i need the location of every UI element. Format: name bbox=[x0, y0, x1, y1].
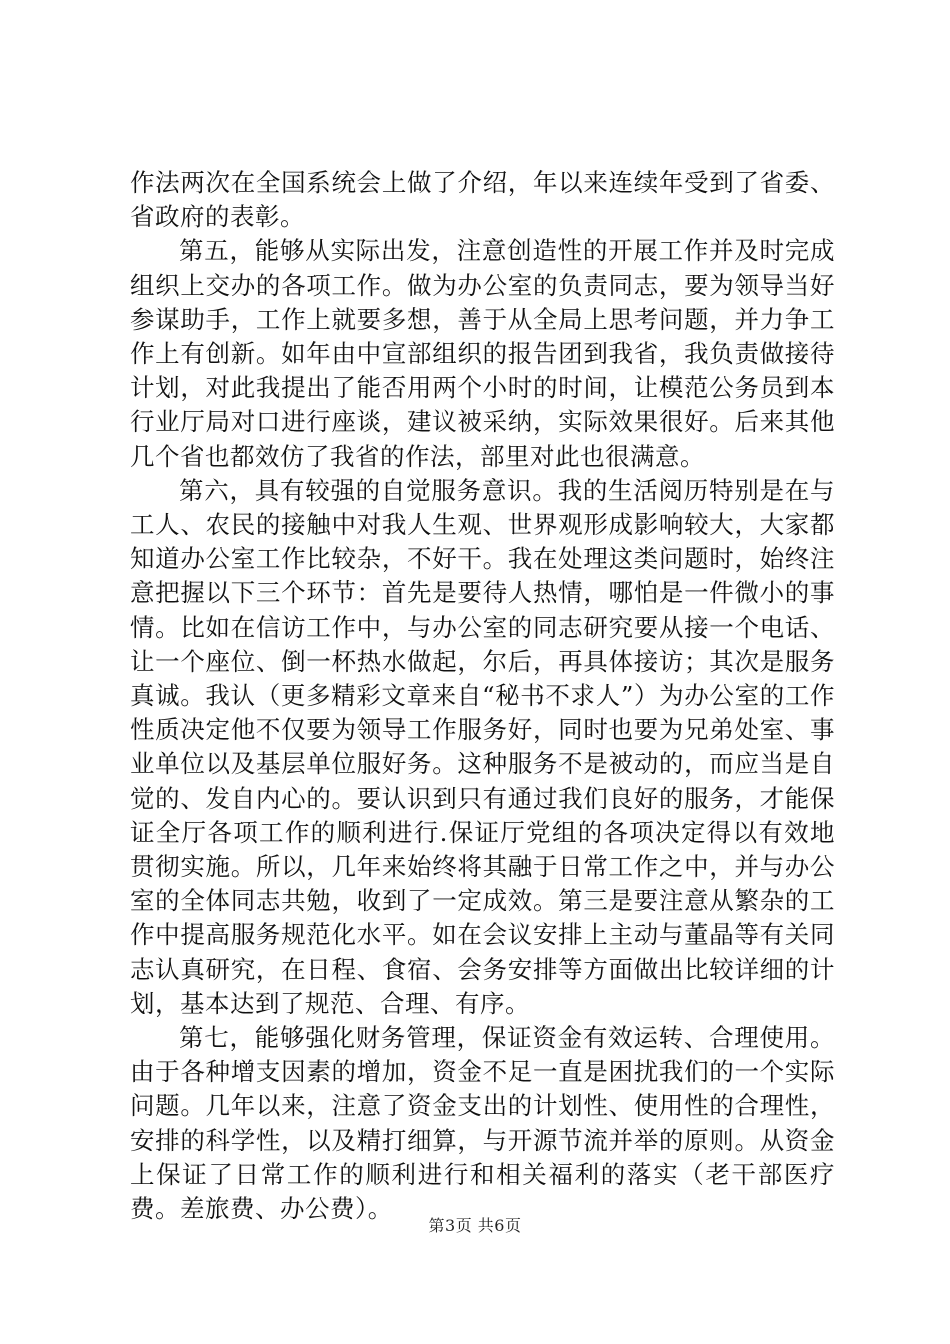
document-body bbox=[130, 166, 835, 1226]
paragraph-continuation: 作法两次在全国系统会上做了介绍，年以来连续年受到了省委、省政府的表彰。 bbox=[130, 168, 835, 232]
paragraph-sixth: 第六，具有较强的自觉服务意识。我的生活阅历特别是在与工人、农民的接触中对我人生观、世界观形成影响较大，大家都知道办公室工作比较杂，不好干。我在处理这类问题时，始终注意把握以下三个环节：首先是要待人热情，哪怕是一件微小的事情。比如在信访工作中，与办公室的同志研究要从接一个电话、让一个座位、倒一杯热水做起，尔后，再具体接访；其次是服务真诚。我认（更多精彩文章来自“秘书不求人”）为办公室的工作性质决定他不仅要为领导工作服务好，同时也要为兄弟处室、事业单位以及基层单位服好务。这种服务不是被动的，而应当是自觉的、发自内心的。要认识到只有通过我们良好的服务，才能保证全厅各项工作的顺利进行.保证厅党组的各项决定得以有效地贯彻实施。所以，几年来始终将其融于日常工作之中，并与办公室的全体同志共勉，收到了一定成效。第三是要注意从繁杂的工作中提高服务规范化水平。如在会议安排上主动与董晶等有关同志认真研究，在日程、食宿、会务安排等方面做出比较详细的计划，基本达到了规范、合理、有序。 bbox=[130, 475, 835, 1018]
page-number: 第3页 共6页 bbox=[428, 1216, 522, 1235]
paragraph-seventh: 第七，能够强化财务管理，保证资金有效运转、合理使用。由于各种增支因素的增加，资金不足一直是困扰我们的一个实际问题。几年以来，注意了资金支出的计划性、使用性的合理性，安排的科学性，以及精打细算，与开源节流并举的原则。从资金上保证了日常工作的顺利进行和相关福利的落实（老干部医疗费。差旅费、办公费）。 bbox=[130, 1023, 835, 1224]
page-footer bbox=[0, 1213, 950, 1236]
paragraph-fifth: 第五，能够从实际出发，注意创造性的开展工作并及时完成组织上交办的各项工作。做为办公室的负责同志，要为领导当好参谋助手，工作上就要多想，善于从全局上思考问题，并力争工作上有创新。如年由中宣部组织的报告团到我省，我负责做接待计划，对此我提出了能否用两个小时的时间，让模范公务员到本行业厅局对口进行座谈，建议被采纳，实际效果很好。后来其他几个省也都效仿了我省的作法，部里对此也很满意。 bbox=[130, 236, 835, 471]
